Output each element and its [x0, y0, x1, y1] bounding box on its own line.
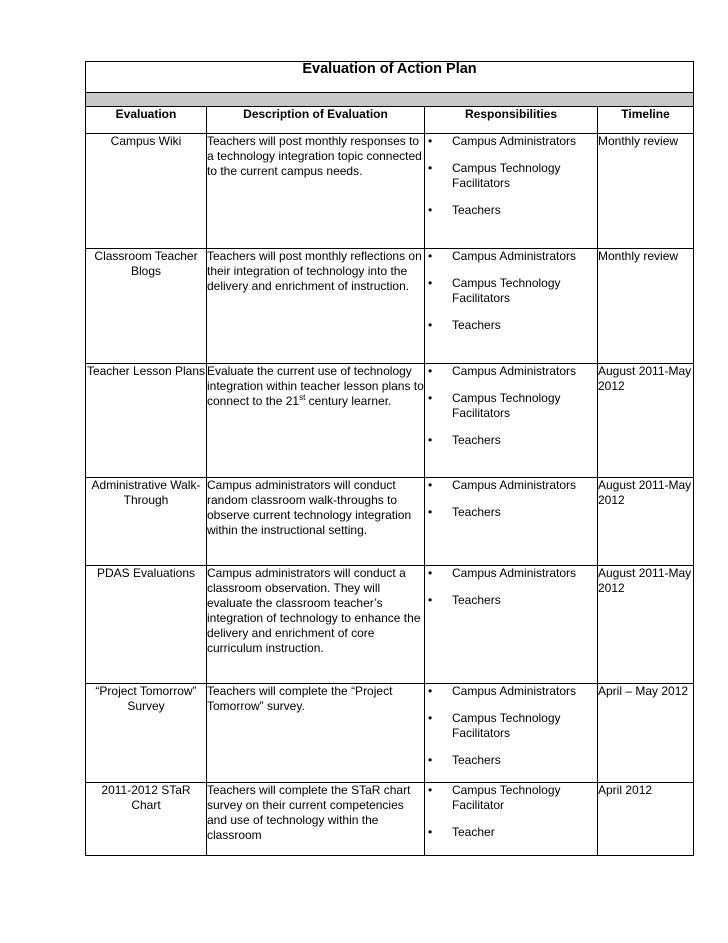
list-item — [425, 478, 597, 493]
list-item-text: Teachers — [452, 505, 501, 519]
list-item-text: Campus Technology Facilitators — [452, 161, 561, 190]
list-item-text: Teachers — [452, 433, 501, 447]
list-item — [425, 684, 597, 699]
evaluation-cell: Classroom Teacher Blogs — [86, 249, 207, 364]
list-item-text: Campus Administrators — [452, 478, 577, 492]
evaluation-cell: 2011-2012 STaR Chart — [86, 783, 207, 856]
evaluation-cell: Administrative Walk-Through — [86, 478, 207, 566]
list-item — [425, 711, 597, 741]
list-item-text: Campus Technology Facilitator — [452, 783, 561, 812]
table-row — [86, 478, 694, 566]
responsibilities-cell — [425, 249, 598, 364]
table-row — [86, 566, 694, 684]
table-row — [86, 783, 694, 856]
bullet-icon: • — [428, 249, 433, 263]
timeline-cell: April 2012 — [598, 783, 694, 856]
bullet-icon: • — [428, 318, 433, 332]
list-item — [425, 753, 597, 768]
description-cell: Teachers will post monthly reflections on their integration of technology into the delivery and enrichment of instruction. — [207, 249, 425, 364]
bullet-icon: • — [428, 566, 433, 580]
evaluation-cell: PDAS Evaluations — [86, 566, 207, 684]
table-row — [86, 364, 694, 478]
list-item — [425, 318, 597, 333]
gray-band-row — [86, 93, 694, 107]
table-row — [86, 249, 694, 364]
description-text: Evaluate the current use of technology integration within teacher lesson plans to connect to the 21 — [207, 364, 424, 408]
list-item — [425, 249, 597, 264]
list-item — [425, 566, 597, 581]
responsibilities-list — [425, 249, 597, 333]
bullet-icon: • — [428, 753, 433, 767]
timeline-cell: Monthly review — [598, 134, 694, 249]
list-item-text: Teachers — [452, 753, 501, 767]
description-cell: Teachers will post monthly responses to a technology integration topic connected to the current campus needs. — [207, 134, 425, 249]
bullet-icon: • — [428, 433, 433, 447]
list-item — [425, 593, 597, 608]
bullet-icon: • — [428, 276, 433, 290]
list-item — [425, 505, 597, 520]
list-item-text: Teachers — [452, 318, 501, 332]
bullet-icon: • — [428, 391, 433, 405]
list-item — [425, 203, 597, 218]
responsibilities-cell — [425, 684, 598, 783]
responsibilities-list — [425, 364, 597, 448]
list-item-text: Teacher — [452, 825, 495, 839]
bullet-icon: • — [428, 505, 433, 519]
description-text-end: century learner. — [305, 394, 392, 408]
list-item — [425, 276, 597, 306]
list-item — [425, 391, 597, 421]
timeline-cell: August 2011-May 2012 — [598, 566, 694, 684]
header-timeline: Timeline — [598, 107, 694, 134]
title-row — [86, 62, 694, 93]
ordinal-suffix: st — [299, 393, 306, 402]
list-item — [425, 134, 597, 149]
timeline-cell: August 2011-May 2012 — [598, 364, 694, 478]
table-row — [86, 684, 694, 783]
table-title: Evaluation of Action Plan — [86, 62, 694, 93]
bullet-icon: • — [428, 711, 433, 725]
description-cell — [207, 364, 425, 478]
evaluation-cell: Teacher Lesson Plans — [86, 364, 207, 478]
bullet-icon: • — [428, 134, 433, 148]
list-item — [425, 364, 597, 379]
bullet-icon: • — [428, 593, 433, 607]
list-item-text: Campus Administrators — [452, 566, 577, 580]
responsibilities-cell — [425, 134, 598, 249]
timeline-cell: August 2011-May 2012 — [598, 478, 694, 566]
header-evaluation: Evaluation — [86, 107, 207, 134]
header-row — [86, 107, 694, 134]
bullet-icon: • — [428, 203, 433, 217]
list-item-text: Campus Administrators — [452, 249, 577, 263]
responsibilities-cell — [425, 364, 598, 478]
bullet-icon: • — [428, 825, 433, 839]
evaluation-cell: Campus Wiki — [86, 134, 207, 249]
list-item-text: Campus Administrators — [452, 134, 577, 148]
responsibilities-list — [425, 478, 597, 520]
bullet-icon: • — [428, 684, 433, 698]
table-row — [86, 134, 694, 249]
list-item-text: Campus Administrators — [452, 364, 577, 378]
bullet-icon: • — [428, 364, 433, 378]
bullet-icon: • — [428, 783, 433, 797]
list-item — [425, 825, 597, 840]
bullet-icon: • — [428, 478, 433, 492]
responsibilities-cell — [425, 566, 598, 684]
timeline-cell: Monthly review — [598, 249, 694, 364]
list-item — [425, 783, 597, 813]
description-cell: Campus administrators will conduct a classroom observation. They will evaluate the classroom teacher’s integration of technology to enhance the delivery and enrichment of core curriculum instruction. — [207, 566, 425, 684]
list-item-text: Campus Technology Facilitators — [452, 391, 561, 420]
gray-band — [86, 93, 694, 107]
responsibilities-list — [425, 566, 597, 608]
description-cell: Campus administrators will conduct random classroom walk-throughs to observe current technology integration within the instructional setting. — [207, 478, 425, 566]
description-cell: Teachers will complete the STaR chart survey on their current competencies and use of technology within the classroom — [207, 783, 425, 856]
list-item-text: Campus Technology Facilitators — [452, 711, 561, 740]
description-cell: Teachers will complete the “Project Tomorrow” survey. — [207, 684, 425, 783]
timeline-cell: April – May 2012 — [598, 684, 694, 783]
action-plan-table — [85, 61, 694, 856]
list-item-text: Teachers — [452, 593, 501, 607]
responsibilities-list — [425, 783, 597, 840]
responsibilities-list — [425, 684, 597, 768]
responsibilities-cell — [425, 783, 598, 856]
list-item-text: Campus Administrators — [452, 684, 577, 698]
list-item-text: Teachers — [452, 203, 501, 217]
responsibilities-list — [425, 134, 597, 218]
evaluation-cell: “Project Tomorrow” Survey — [86, 684, 207, 783]
bullet-icon: • — [428, 161, 433, 175]
list-item-text: Campus Technology Facilitators — [452, 276, 561, 305]
list-item — [425, 433, 597, 448]
header-description: Description of Evaluation — [207, 107, 425, 134]
responsibilities-cell — [425, 478, 598, 566]
list-item — [425, 161, 597, 191]
header-responsibilities: Responsibilities — [425, 107, 598, 134]
